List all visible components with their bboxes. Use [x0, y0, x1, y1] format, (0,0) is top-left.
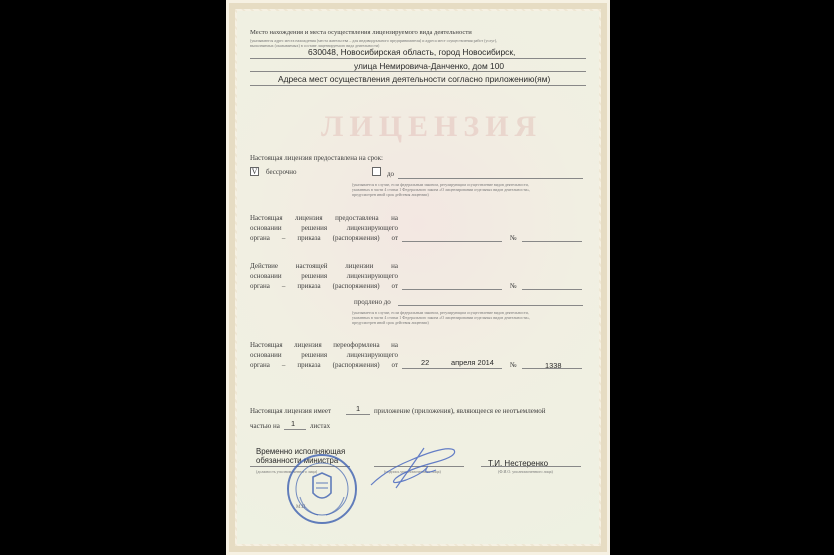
- granted-number-sign: №: [510, 234, 517, 242]
- term-label: Настоящая лицензия предоставлена на срок:: [250, 154, 383, 162]
- term-hint-3: предусмотрен иной срок действия лицензии): [352, 192, 429, 197]
- term-hint-1: (указывается в случае, если федеральным законом, регулирующим осуществление видов деятельности,: [352, 182, 529, 187]
- granted-date-rule: [402, 241, 502, 242]
- reissued-day: 22: [421, 358, 430, 367]
- address-hint-2: выполняемых (оказываемых) в составе лицензируемого вида деятельности): [250, 43, 380, 48]
- official-seal-icon: [286, 453, 358, 525]
- action-number-sign: №: [510, 282, 517, 290]
- address-rule-3: [250, 85, 586, 86]
- reissued-number: 1338: [545, 361, 562, 370]
- watermark-text: ЛИЦЕНЗИЯ: [321, 110, 543, 143]
- signer-position-1: Временно исполняющая: [256, 447, 346, 456]
- reissued-number-rule: [522, 368, 582, 369]
- signature-hint: (подпись уполномоченного лица): [384, 469, 441, 474]
- reissued-month-year: апреля 2014: [451, 358, 494, 367]
- action-date-rule: [402, 289, 502, 290]
- granted-line-3: органа – приказа (распоряжения) от: [250, 234, 398, 242]
- action-line-1: Действие настоящей лицензии на: [250, 262, 398, 270]
- appendix-text-1a: Настоящая лицензия имеет: [250, 407, 332, 415]
- signature-scribble-icon: [366, 440, 461, 492]
- name-hint: (Ф.И.О. уполномоченного лица): [498, 469, 553, 474]
- extended-rule: [398, 305, 583, 306]
- term-hint-2: указанных в части 4 статьи 1 Федерального закона «О лицензировании отдельных видов деятельности»,: [352, 187, 531, 192]
- reissued-number-sign: №: [510, 361, 517, 369]
- reissued-line-3: органа – приказа (распоряжения) от: [250, 361, 398, 369]
- unlimited-label: бессрочно: [266, 168, 297, 176]
- address-rule-2: [250, 71, 586, 72]
- action-number-rule: [522, 289, 582, 290]
- address-line-2: улица Немировича-Данченко, дом 100: [354, 61, 505, 71]
- extended-label: продлено до: [354, 298, 391, 306]
- license-page: [226, 0, 610, 555]
- signer-position-2: обязанности министра: [256, 456, 339, 465]
- reissued-date-rule: [402, 368, 502, 369]
- until-rule: [398, 178, 583, 179]
- reissued-line-2: основании решения лицензирующего: [250, 351, 398, 359]
- extended-hint-3: предусмотрен иной срок действия лицензии): [352, 320, 429, 325]
- granted-line-1: Настоящая лицензия предоставлена на: [250, 214, 398, 222]
- address-heading: Место нахождения и места осуществления лицензируемого вида деятельности: [250, 29, 472, 36]
- position-hint: (должность уполномоченного лица): [256, 469, 318, 474]
- granted-number-rule: [522, 241, 582, 242]
- action-line-2: основании решения лицензирующего: [250, 272, 398, 280]
- until-checkbox: [372, 167, 381, 176]
- address-line-3: Адреса мест осуществления деятельности согласно приложению(ям): [278, 74, 551, 84]
- extended-hint-1: (указывается в случае, если федеральным законом, регулирующим осуществление видов деятельности,: [352, 310, 529, 315]
- name-rule: [481, 466, 581, 467]
- appendix-count: 1: [356, 404, 361, 413]
- address-line-1: 630048, Новосибирская область, город Новосибирск,: [308, 47, 516, 57]
- appendix-text-1b: приложение (приложения), являющееся ее неотъемлемой: [374, 407, 546, 415]
- action-line-3: органа – приказа (распоряжения) от: [250, 282, 398, 290]
- sheets-count: 1: [291, 419, 296, 428]
- sheets-count-rule: [284, 429, 306, 430]
- signer-name: Т.И. Нестеренко: [488, 459, 549, 468]
- mp-label: М.П.: [296, 505, 307, 510]
- reissued-line-1: Настоящая лицензия переоформлена на: [250, 341, 398, 349]
- address-hint-1: (указываются адрес места нахождения (места жительства – для индивидуального предпринимателя) и адреса мест осуществления работ (услуг),: [250, 38, 498, 43]
- appendix-count-rule: [346, 414, 370, 415]
- extended-hint-2: указанных в части 4 статьи 1 Федерального закона «О лицензировании отдельных видов деятельности»,: [352, 315, 531, 320]
- appendix-text-2b: листах: [310, 422, 331, 430]
- address-rule-1: [250, 58, 586, 59]
- unlimited-checkbox: V: [251, 167, 258, 176]
- appendix-text-2a: частью на: [250, 422, 280, 430]
- until-label: до: [387, 170, 395, 178]
- granted-line-2: основании решения лицензирующего: [250, 224, 398, 232]
